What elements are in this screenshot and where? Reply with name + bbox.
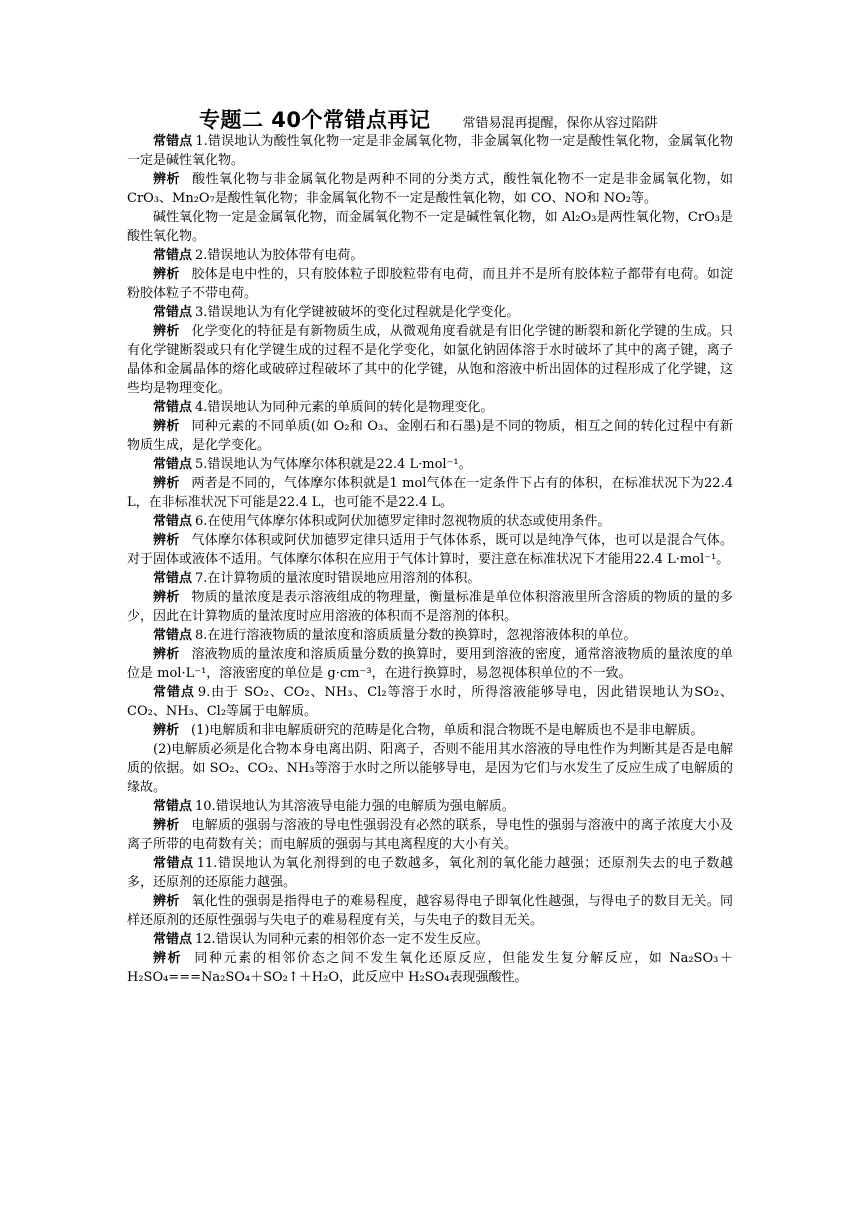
- error-point-label: 常错点: [153, 628, 193, 643]
- error-point-text: 6.在使用气体摩尔体积或阿伏加德罗定律时忽视物质的状态或使用条件。: [195, 514, 611, 529]
- error-point-label: 常错点: [153, 305, 193, 320]
- analysis-continued: (2)电解质必须是化合物本身电离出阴、阳离子，否则不能用其水溶液的导电性作为判断其是否是电解质的依据。如 SO₂、CO₂、NH₃等溶于水时之所以能够导电，是因为它们与水发生了反应生成了电解质的缘故。: [127, 742, 733, 795]
- analysis-label: 辨析: [153, 267, 180, 282]
- analysis-text: 溶液物质的量浓度和溶质质量分数的换算时，要用到溶液的密度，通常溶液物质的量浓度的单位是 mol·L⁻¹，溶液密度的单位是 g·cm⁻³，在进行换算时，易忽视体积单位的不一致。: [127, 647, 733, 681]
- analysis-label: 辨析: [153, 723, 180, 738]
- analysis: [127, 645, 733, 683]
- analysis: [127, 531, 733, 569]
- error-point-label: 常错点: [153, 457, 193, 472]
- analysis-label: 辨析: [153, 647, 180, 662]
- error-point-text: 5.错误地认为气体摩尔体积就是22.4 L·mol⁻¹。: [195, 457, 472, 472]
- analysis: [127, 265, 733, 303]
- error-point-text: 12.错误认为同种元素的相邻价态一定不发生反应。: [195, 932, 489, 947]
- error-point-label: 常错点: [153, 856, 194, 871]
- analysis: [127, 721, 733, 740]
- analysis: [127, 816, 733, 854]
- analysis: [127, 474, 733, 512]
- analysis-text: 物质的量浓度是表示溶液组成的物理量，衡量标准是单位体积溶液里所含溶质的物质的量的多少，因此在计算物质的量浓度时应用溶液的体积而不是溶剂的体积。: [127, 590, 733, 624]
- analysis: [127, 588, 733, 626]
- error-point: [127, 626, 733, 645]
- header: [199, 104, 733, 132]
- error-point-label: 常错点: [153, 514, 193, 529]
- analysis-text: 同种元素的相邻价态之间不发生氧化还原反应，但能发生复分解反应，如 Na₂SO₃＋H₂SO₄===Na₂SO₄＋SO₂↑＋H₂O，此反应中 H₂SO₄表现强酸性。: [127, 951, 733, 985]
- error-point: [127, 569, 733, 588]
- error-point: [127, 930, 733, 949]
- analysis-text: 氧化性的强弱是指得电子的难易程度，越容易得电子即氧化性越强，与得电子的数目无关。同样还原剂的还原性强弱与失电子的难易程度有关，与失电子的数目无关。: [127, 894, 733, 928]
- analysis-label: 辨析: [153, 590, 180, 605]
- analysis: [127, 322, 733, 398]
- analysis-label: 辨析: [153, 476, 180, 491]
- analysis-continued: 碱性氧化物一定是金属氧化物，而金属氧化物不一定是碱性氧化物，如 Al₂O₃是两性氧化物，CrO₃是酸性氧化物。: [127, 210, 733, 244]
- error-point-text: 1.错误地认为酸性氧化物一定是非金属氧化物，非金属氧化物一定是酸性氧化物，金属氧化物一定是碱性氧化物。: [127, 134, 733, 168]
- error-point-text: 4.错误地认为同种元素的单质间的转化是物理变化。: [195, 400, 494, 415]
- analysis: [127, 892, 733, 930]
- error-point: [127, 246, 733, 265]
- error-point-text: 7.在计算物质的量浓度时错误地应用溶剂的体积。: [195, 571, 481, 586]
- error-point-label: 常错点: [153, 248, 193, 263]
- error-point: [127, 854, 733, 892]
- error-point-text: 9.由于 SO₂、CO₂、NH₃、Cl₂等溶于水时，所得溶液能够导电，因此错误地认为SO₂、CO₂、NH₃、Cl₂等属于电解质。: [127, 685, 733, 719]
- analysis: [127, 949, 733, 987]
- analysis: [127, 170, 733, 208]
- error-point: [127, 683, 733, 721]
- analysis-text: 同种元素的不同单质(如 O₂和 O₃、金刚石和石墨)是不同的物质，相互之间的转化过程中有新物质生成，是化学变化。: [127, 419, 733, 453]
- analysis-text: (1)电解质和非电解质研究的范畴是化合物，单质和混合物既不是电解质也不是非电解质。: [191, 723, 704, 738]
- error-point: [127, 303, 733, 322]
- analysis-text: 电解质的强弱与溶液的导电性强弱没有必然的联系，导电性的强弱与溶液中的离子浓度大小及离子所带的电荷数有关；而电解质的强弱与其电离程度的大小有关。: [127, 818, 733, 852]
- document-body: [127, 104, 733, 987]
- analysis-label: 辨析: [153, 894, 180, 909]
- error-point-text: 11.错误地认为氧化剂得到的电子数越多，氧化剂的氧化能力越强；还原剂失去的电子数越多，还原剂的还原能力越强。: [127, 856, 733, 890]
- analysis-label: 辨析: [153, 324, 180, 339]
- analysis-label: 辨析: [153, 533, 180, 548]
- analysis-text: 气体摩尔体积或阿伏加德罗定律只适用于气体体系，既可以是纯净气体，也可以是混合气体。对于固体或液体不适用。气体摩尔体积在应用于气体计算时，要注意在标准状况下才能用22.4 L·mol⁻¹。: [127, 533, 733, 567]
- analysis-label: 辨析: [153, 951, 183, 966]
- analysis-label: 辨析: [153, 818, 180, 833]
- error-point-text: 8.在进行溶液物质的量浓度和溶质质量分数的换算时，忽视溶液体积的单位。: [195, 628, 637, 643]
- analysis-text: 酸性氧化物与非金属氧化物是两种不同的分类方式，酸性氧化物不一定是非金属氧化物，如 CrO₃、Mn₂O₇是酸性氧化物；非金属氧化物不一定是酸性氧化物，如 CO、NO和 NO₂等。: [127, 172, 733, 206]
- analysis-text: 化学变化的特征是有新物质生成，从微观角度看就是有旧化学键的断裂和新化学键的生成。只有化学键断裂或只有化学键生成的过程不是化学变化，如氯化钠固体溶于水时破坏了其中的离子键，离子晶体和金属晶体的熔化或破碎过程破坏了其中的化学键，从饱和溶液中析出固体的过程形成了化学键，这些均是物理变化。: [127, 324, 733, 396]
- analysis-label: 辨析: [153, 172, 181, 187]
- error-point-label: 常错点: [153, 571, 193, 586]
- error-point-label: 常错点: [153, 685, 195, 700]
- error-point-list: [127, 132, 733, 987]
- error-point: [127, 455, 733, 474]
- analysis: [127, 417, 733, 455]
- analysis-text: 胶体是电中性的，只有胶体粒子即胶粒带有电荷，而且并不是所有胶体粒子都带有电荷。如淀粉胶体粒子不带电荷。: [127, 267, 733, 301]
- error-point: [127, 797, 733, 816]
- error-point: [127, 398, 733, 417]
- error-point-text: 3.错误地认为有化学键被破坏的变化过程就是化学变化。: [195, 305, 520, 320]
- page-title: 专题二 40个常错点再记: [199, 108, 431, 132]
- error-point: [127, 132, 733, 170]
- analysis-label: 辨析: [153, 419, 180, 434]
- error-point-label: 常错点: [153, 932, 193, 947]
- error-point: [127, 512, 733, 531]
- error-point-label: 常错点: [153, 134, 193, 149]
- error-point-label: 常错点: [153, 400, 193, 415]
- analysis-text: 两者是不同的，气体摩尔体积就是1 mol气体在一定条件下占有的体积，在标准状况下为22.4 L，在非标准状况下可能是22.4 L，也可能不是22.4 L。: [127, 476, 733, 510]
- error-point-label: 常错点: [153, 799, 193, 814]
- error-point-text: 10.错误地认为其溶液导电能力强的电解质为强电解质。: [195, 799, 515, 814]
- error-point-text: 2.错误地认为胶体带有电荷。: [195, 248, 364, 263]
- page-subtitle: 常错易混再提醒，保你从容过陷阱: [462, 116, 658, 131]
